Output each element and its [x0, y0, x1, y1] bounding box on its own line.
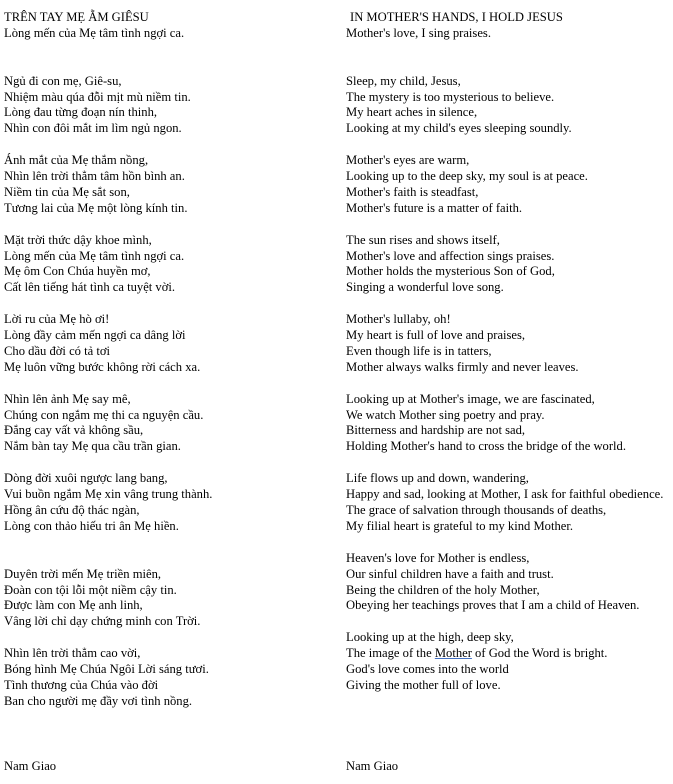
poem-line: The sun rises and shows itself, [346, 232, 500, 247]
vietnamese-title: TRÊN TAY MẸ ẴM GIÊSU [4, 10, 149, 24]
vietnamese-author: Nam Giao [4, 759, 57, 773]
vietnamese-subtitle: Lòng mến của Mẹ tâm tình ngợi ca. [4, 25, 185, 40]
poem-line: Ánh mắt của Mẹ thắm nồng, [4, 153, 149, 168]
poem-line: Ban cho người mẹ đầy vơi tình nồng. [4, 693, 193, 708]
poem-line: Bóng hình Mẹ Chúa Ngôi Lời sáng tươi. [4, 662, 209, 677]
vietnamese-stanza-8 [4, 646, 334, 710]
poem-line: Mặt trời thức dậy khoe mình, [4, 232, 152, 247]
vietnamese-stanza-7 [4, 567, 334, 631]
english-stanza-4 [346, 312, 671, 376]
poem-line: Heaven's love for Mother is endless, [346, 550, 530, 565]
poem-line: Lòng mến của Mẹ tâm tình ngợi ca. [4, 248, 185, 263]
poem-line: Đắng cay vất vả không sầu, [4, 423, 144, 438]
english-stanza-3 [346, 233, 671, 297]
vietnamese-stanza-4 [4, 312, 334, 376]
vietnamese-stanza-6 [4, 471, 334, 535]
poem-line: Duyên trời mến Mẹ triền miên, [4, 566, 162, 581]
poem-line: Our sinful children have a faith and trust. [346, 566, 554, 581]
poem-line: Vâng lời chỉ dạy chứng minh con Trời. [4, 614, 201, 629]
poem-line: Tình thương của Chúa vào đời [4, 677, 159, 692]
poem-line: Mẹ luôn vững bước không rời cách xa. [4, 359, 201, 374]
poem-line: Nhìn lên trời thẳm tâm hồn bình an. [4, 169, 185, 184]
vietnamese-stanza-1 [4, 74, 334, 138]
poem-line: Cất lên tiếng hát tình ca tuyệt vời. [4, 280, 176, 295]
poem-line: Mother's lullaby, oh! [346, 312, 451, 327]
english-stanza-6 [346, 471, 671, 535]
poem-line: Lòng con thảo hiếu tri ân Mẹ hiền. [4, 518, 179, 533]
poem-line: Being the children of the holy Mother, [346, 582, 540, 597]
poem-line: Lòng đau từng đoạn nín thinh, [4, 105, 158, 120]
poem-line: Dòng đời xuôi ngược lang bang, [4, 471, 168, 486]
poem-line: Looking up to the deep sky, my soul is at peace. [346, 169, 588, 184]
poem-line: The grace of salvation through thousands of deaths, [346, 503, 607, 517]
poem-line: Được làm con Mẹ anh linh, [4, 598, 143, 613]
english-poem [346, 10, 671, 694]
english-stanza-7 [346, 551, 671, 615]
poem-line: God's love comes into the world [346, 662, 509, 677]
poem-line: Mother always walks firmly and never leaves. [346, 359, 579, 374]
poem-line: Đoàn con tội lỗi một niềm cậy tin. [4, 582, 177, 597]
poem-line: Nhiệm màu qúa đỗi mịt mù niềm tin. [4, 89, 191, 104]
english-stanza-5 [346, 392, 671, 456]
poem-line: Mother holds the mysterious Son of God, [346, 264, 555, 279]
english-stanza-8 [346, 630, 671, 694]
poem-line: Niềm tin của Mẹ sắt son, [4, 184, 130, 199]
poem-line: The image of the Mother of God the Word is bright. [346, 646, 608, 661]
poem-line: My filial heart is grateful to my kind Mother. [346, 518, 573, 533]
poem-line: Chúng con ngắm mẹ thi ca nguyện cầu. [4, 407, 204, 422]
poem-line: Life flows up and down, wandering, [346, 471, 529, 486]
poem-line: Mother's eyes are warm, [346, 153, 470, 168]
poem-line: Singing a wonderful love song. [346, 280, 504, 295]
poem-line: Looking at my child's eyes sleeping soundly. [346, 121, 572, 136]
poem-line: Looking up at the high, deep sky, [346, 630, 514, 645]
poem-line: My heart aches in silence, [346, 105, 478, 120]
vietnamese-stanza-5 [4, 392, 334, 456]
poem-line: Vui buồn ngắm Mẹ xin vâng trung thành. [4, 487, 213, 502]
english-stanza-2 [346, 153, 671, 217]
poem-line: Mother's faith is steadfast, [346, 184, 479, 199]
english-subtitle: Mother's love, I sing praises. [346, 25, 491, 40]
spellcheck-underline: Mother [434, 646, 472, 661]
vietnamese-stanza-2 [4, 153, 334, 217]
poem-line: We watch Mother sing poetry and pray. [346, 407, 545, 422]
poem-line: Bitterness and hardship are not sad, [346, 423, 526, 438]
poem-line: Happy and sad, looking at Mother, I ask for faithful obedience. [346, 487, 664, 502]
poem-line: Nhìn lên trời thẳm cao vời, [4, 646, 141, 661]
poem-line: Lòng đầy cảm mến ngợi ca dâng lời [4, 328, 186, 343]
poem-line: Cho dầu đời có tả tơi [4, 343, 111, 358]
poem-line: Sleep, my child, Jesus, [346, 73, 461, 88]
english-author: Nam Giao [346, 759, 399, 773]
poem-line: Obeying her teachings proves that I am a child of Heaven. [346, 598, 640, 613]
english-stanza-1 [346, 74, 671, 138]
poem-line: Nhìn lên ảnh Mẹ say mê, [4, 391, 131, 406]
poem-line: Mother's love and affection sings praises. [346, 248, 555, 263]
poem-line: My heart is full of love and praises, [346, 328, 526, 343]
poem-line: Giving the mother full of love. [346, 677, 501, 692]
vietnamese-poem [4, 10, 334, 710]
poem-line: Nhìn con đôi mắt im lìm ngủ ngon. [4, 121, 182, 136]
poem-line: The mystery is too mysterious to believe. [346, 89, 555, 104]
poem-line: Tương lai của Mẹ một lòng kính tin. [4, 200, 188, 215]
poem-line: Nắm bàn tay Mẹ qua cầu trần gian. [4, 439, 181, 454]
vietnamese-stanza-3 [4, 233, 334, 297]
poem-line: Ngủ đi con mẹ, Giê-su, [4, 73, 122, 88]
poem-line: Hồng ân cứu độ thác ngàn, [4, 503, 140, 517]
poem-line: Looking up at Mother's image, we are fascinated, [346, 391, 595, 406]
poem-line: Mẹ ôm Con Chúa huyền mơ, [4, 264, 151, 279]
poem-line: Even though life is in tatters, [346, 343, 492, 358]
english-title: IN MOTHER'S HANDS, I HOLD JESUS [350, 10, 563, 24]
poem-line: Lời ru của Mẹ hò ơi! [4, 312, 110, 327]
poem-line: Mother's future is a matter of faith. [346, 200, 523, 215]
poem-line: Holding Mother's hand to cross the bridge of the world. [346, 439, 626, 454]
